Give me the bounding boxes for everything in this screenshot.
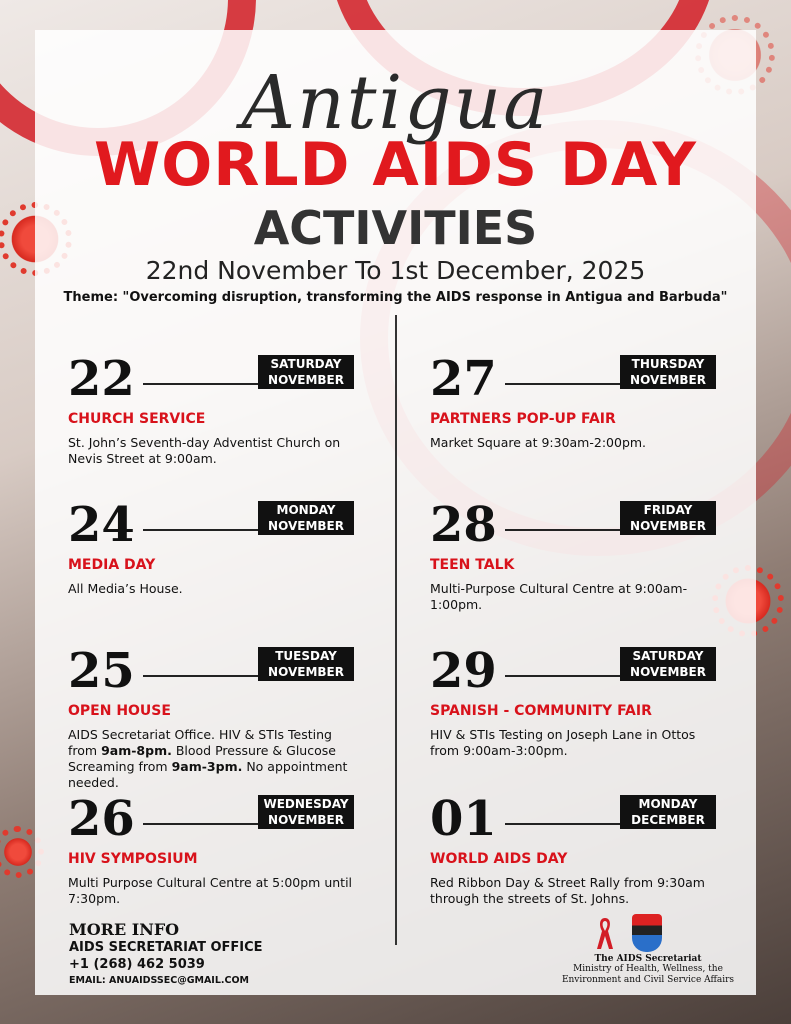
event-description: AIDS Secretariat Office. HIV & STIs Testing from 9am-8pm. Blood Pressure & Glucose Screaming from 9am-3pm. No appointment needed. — [68, 727, 348, 790]
event-name: WORLD AIDS DAY — [430, 851, 568, 867]
event-description: Red Ribbon Day & Street Rally from 9:30am through the streets of St. Johns. — [430, 875, 705, 906]
theme-line: Theme: "Overcoming disruption, transforming the AIDS response in Antigua and Barbuda" — [63, 290, 728, 305]
ministry-line-1: Ministry of Health, Wellness, the — [573, 964, 723, 974]
event-name: OPEN HOUSE — [68, 703, 171, 719]
event-day-block — [258, 355, 354, 389]
event-weekday: TUESDAY — [275, 649, 337, 663]
event-name: HIV SYMPOSIUM — [68, 851, 198, 867]
event-month: NOVEMBER — [630, 519, 706, 533]
flyer-card — [35, 30, 756, 995]
event-date-number: 01 — [430, 791, 497, 847]
event-month: NOVEMBER — [630, 373, 706, 387]
more-info — [69, 920, 369, 986]
more-info-heading: MORE INFO — [69, 920, 180, 939]
event-name: CHURCH SERVICE — [68, 411, 206, 427]
date-range: 22nd November To 1st December, 2025 — [145, 256, 646, 285]
event-date-number: 26 — [68, 791, 135, 847]
event-name: MEDIA DAY — [68, 557, 156, 573]
event-description: Market Square at 9:30am-2:00pm. — [430, 435, 647, 450]
event-month: DECEMBER — [631, 813, 705, 827]
email-address: EMAIL: ANUAIDSSEC@GMAIL.COM — [69, 975, 250, 986]
event-rule — [143, 823, 258, 825]
event-day-block — [258, 501, 354, 535]
column-divider — [395, 315, 397, 945]
ministry-line-2: Environment and Civil Service Affairs — [561, 975, 735, 985]
event-month: NOVEMBER — [268, 665, 344, 679]
script-title: Antigua — [241, 60, 550, 146]
event-month: NOVEMBER — [268, 373, 344, 387]
event-month: NOVEMBER — [268, 519, 344, 533]
event-weekday: MONDAY — [276, 503, 336, 517]
event-name: TEEN TALK — [430, 557, 515, 573]
event-day-block — [620, 355, 716, 389]
event-rule — [505, 675, 620, 677]
coat-of-arms-icon — [632, 914, 662, 952]
event-day-block — [258, 647, 354, 681]
event-name: SPANISH - COMMUNITY FAIR — [430, 703, 652, 719]
event-day-block — [620, 795, 716, 829]
event-rule — [505, 383, 620, 385]
event-day-block — [620, 647, 716, 681]
phone-number: +1 (268) 462 5039 — [69, 957, 205, 972]
event-date-number: 29 — [430, 643, 497, 699]
event-rule — [143, 383, 258, 385]
event-date-number: 28 — [430, 497, 497, 553]
event-weekday: SATURDAY — [270, 357, 342, 371]
event-rule — [143, 529, 258, 531]
event-description: Multi Purpose Cultural Centre at 5:00pm until 7:30pm. — [68, 875, 353, 906]
event-rule — [143, 675, 258, 677]
main-title: WORLD AIDS DAY — [94, 130, 697, 200]
event-description: Multi-Purpose Cultural Centre at 9:00am-1:00pm. — [430, 581, 688, 612]
event-weekday: FRIDAY — [643, 503, 693, 517]
event-weekday: MONDAY — [638, 797, 698, 811]
event-date-number: 27 — [430, 351, 497, 407]
event-description: HIV & STIs Testing on Joseph Lane in Ottos from 9:00am-3:00pm. — [430, 727, 696, 758]
event-date-number: 22 — [68, 351, 135, 407]
red-ribbon-icon — [596, 916, 614, 950]
event-month: NOVEMBER — [268, 813, 344, 827]
event-description: All Media’s House. — [68, 581, 183, 596]
virus-icon — [2, 836, 34, 868]
event-month: NOVEMBER — [630, 665, 706, 679]
event-description: St. John’s Seventh-day Adventist Church on Nevis Street at 9:00am. — [68, 435, 341, 466]
event-weekday: WEDNESDAY — [263, 797, 349, 811]
event-day-block — [620, 501, 716, 535]
event-rule — [505, 529, 620, 531]
event-name: PARTNERS POP-UP FAIR — [430, 411, 616, 427]
event-day-block — [258, 795, 354, 829]
event-weekday: THURSDAY — [631, 357, 705, 371]
event-date-number: 24 — [68, 497, 135, 553]
footer-logos — [548, 912, 748, 986]
event-weekday: SATURDAY — [632, 649, 704, 663]
event-rule — [505, 823, 620, 825]
org-name: The AIDS Secretariat — [594, 954, 702, 964]
event-date-number: 25 — [68, 643, 135, 699]
office-name: AIDS SECRETARIAT OFFICE — [69, 940, 263, 955]
sub-title: ACTIVITIES — [253, 201, 538, 255]
